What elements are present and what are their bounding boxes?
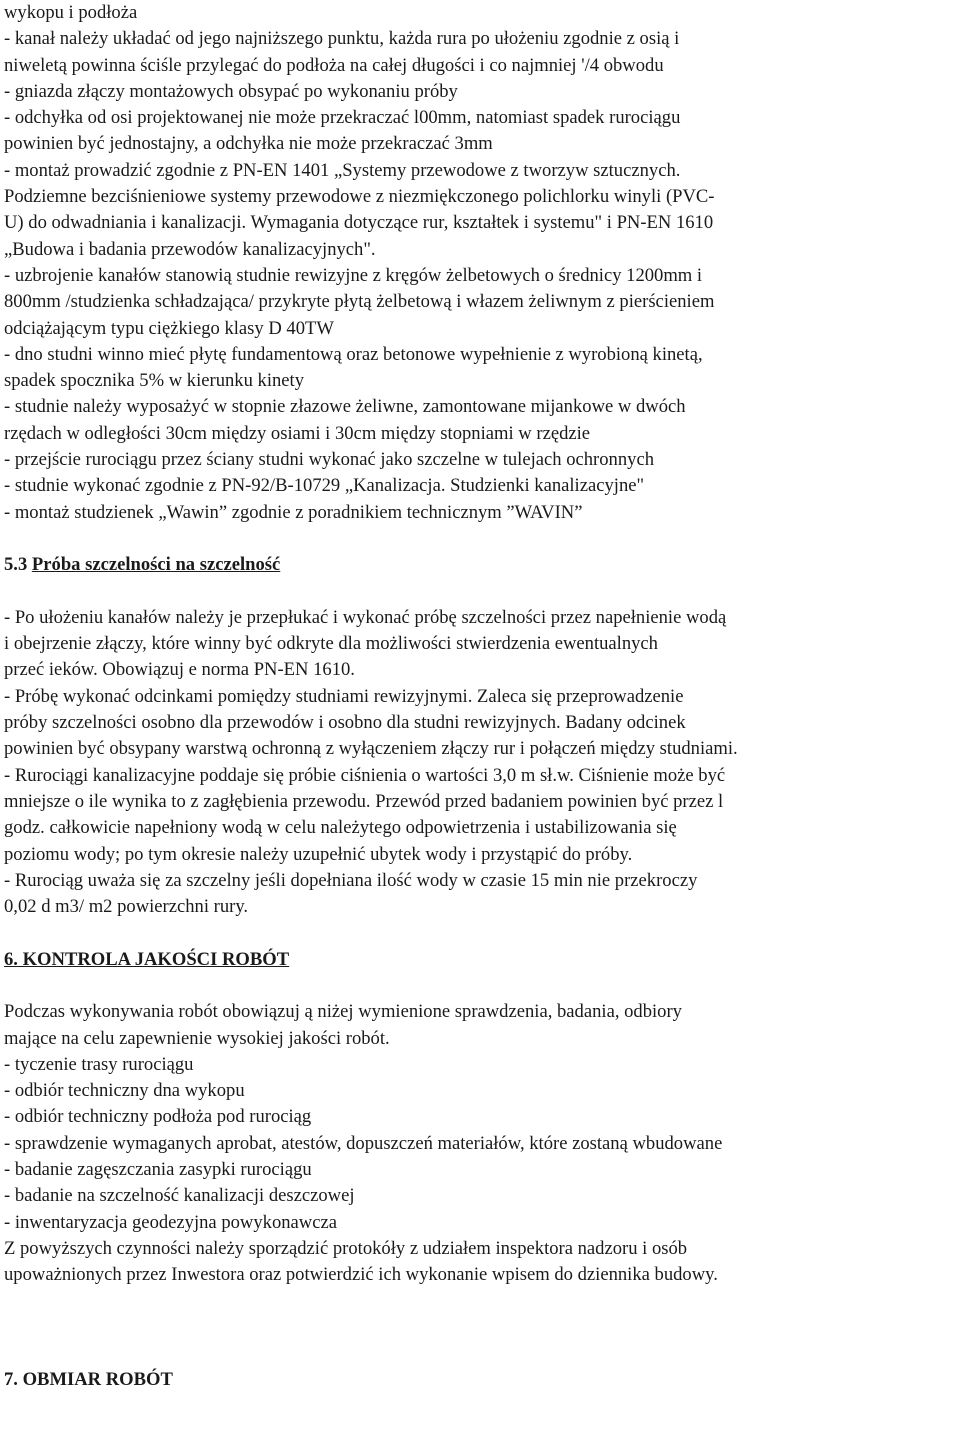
text-line: odciążającym typu ciężkiego klasy D 40TW	[4, 317, 334, 339]
section-title: Próba szczelności na szczelność	[31, 554, 281, 576]
spacer	[4, 526, 956, 552]
specification-text-block-2	[4, 605, 956, 921]
text-line: - Rurociągi kanalizacyjne poddaje się próbie ciśnienia o wartości 3,0 m sł.w. Ciśnienie może być	[4, 764, 726, 786]
specification-text-block-1	[4, 0, 956, 526]
spacer	[4, 1289, 956, 1342]
text-line: - badanie zagęszczania zasypki rurociągu	[4, 1159, 312, 1181]
spacer	[4, 973, 956, 999]
text-line: 800mm /studzienka schładzająca/ przykryte płytą żelbetową i włazem żeliwnym z pierścieniem	[4, 291, 715, 313]
text-line: Z powyższych czynności należy sporządzić protokóły z udziałem inspektora nadzoru i osób	[4, 1237, 688, 1259]
text-line: wykopu i podłoża	[4, 2, 138, 23]
text-line: poziomu wody; po tym okresie należy uzupełnić ubytek wody i przystąpić do próby.	[4, 843, 633, 865]
text-line: „Budowa i badania przewodów kanalizacyjnych".	[4, 238, 376, 260]
spacer	[4, 920, 956, 946]
text-line: - odchyłka od osi projektowanej nie może przekraczać l00mm, natomiast spadek rurociągu	[4, 107, 681, 129]
text-line: godz. całkowicie napełniony wodą w celu należytego odpowietrzenia i ustabilizowania się	[4, 817, 677, 839]
text-line: - inwentaryzacja geodezyjna powykonawcza	[4, 1211, 337, 1233]
text-line: - studnie należy wyposażyć w stopnie złazowe żeliwne, zamontowane mijankowe w dwóch	[4, 396, 686, 418]
text-line: - Rurociąg uważa się za szczelny jeśli dopełniana ilość wody w czasie 15 min nie przekroczy	[4, 869, 698, 891]
text-line: - gniazda złączy montażowych obsypać po wykonaniu próby	[4, 80, 458, 102]
text-line: spadek spocznika 5% w kierunku kinety	[4, 370, 305, 392]
section-title: 7. OBMIAR ROBÓT	[4, 1369, 173, 1391]
text-line: - tyczenie trasy rurociągu	[4, 1053, 194, 1075]
section-heading-6	[4, 947, 956, 973]
text-line: - odbiór techniczny dna wykopu	[4, 1080, 245, 1102]
text-line: powinien być obsypany warstwą ochronną z wyłączeniem złączy rur i połączeń między studniami.	[4, 738, 738, 760]
text-line: mające na celu zapewnienie wysokiej jakości robót.	[4, 1027, 390, 1049]
text-line: przeć ieków. Obowiązuj e norma PN-EN 1610.	[4, 659, 355, 681]
text-line: mniejsze o ile wynika to z zagłębienia przewodu. Przewód przed badaniem powinien być przez l	[4, 790, 724, 812]
section-heading-7	[4, 1367, 956, 1393]
text-line: U) do odwadniania i kanalizacji. Wymagania dotyczące rur, kształtek i systemu" i PN-EN 1610	[4, 212, 714, 234]
text-line: upoważnionych przez Inwestora oraz potwierdzić ich wykonanie wpisem do dziennika budowy.	[4, 1264, 718, 1286]
text-line: - montaż studzienek „Wawin” zgodnie z poradnikiem technicznym ”WAVIN”	[4, 501, 583, 523]
text-line: - studnie wykonać zgodnie z PN-92/B-10729 „Kanalizacja. Studzienki kanalizacyjne"	[4, 475, 645, 497]
section-number: 5.3	[4, 554, 28, 576]
text-line: Podziemne bezciśnieniowe systemy przewodowe z niezmiękczonego polichlorku winyli (PVC-	[4, 186, 715, 208]
text-line: - sprawdzenie wymaganych aprobat, atestów, dopuszczeń materiałów, które zostaną wbudowane	[4, 1132, 723, 1154]
document-page	[4, 0, 956, 1394]
text-line: - montaż prowadzić zgodnie z PN-EN 1401 „Systemy przewodowe z tworzyw sztucznych.	[4, 159, 681, 181]
specification-text-block-3	[4, 999, 956, 1288]
text-line: niweletą powinna ściśle przylegać do podłoża na całej długości i co najmniej '/4 obwodu	[4, 54, 664, 76]
text-line: - uzbrojenie kanałów stanowią studnie rewizyjne z kręgów żelbetowych o średnicy 1200mm i	[4, 264, 703, 286]
spacer	[4, 1341, 956, 1367]
text-line: - przejście rurociągu przez ściany studni wykonać jako szczelne w tulejach ochronnych	[4, 449, 654, 471]
text-line: próby szczelności osobno dla przewodów i osobno dla studni rewizyjnych. Badany odcinek	[4, 712, 686, 734]
text-line: - dno studni winno mieć płytę fundamentową oraz betonowe wypełnienie z wyrobioną kinetą,	[4, 343, 703, 365]
text-line: - Próbę wykonać odcinkami pomiędzy studniami rewizyjnymi. Zaleca się przeprowadzenie	[4, 685, 684, 707]
text-line: - Po ułożeniu kanałów należy je przepłukać i wykonać próbę szczelności przez napełnienie wodą	[4, 606, 727, 628]
text-line: Podczas wykonywania robót obowiązuj ą niżej wymienione sprawdzenia, badania, odbiory	[4, 1001, 682, 1023]
text-line: - odbiór techniczny podłoża pod rurociąg	[4, 1106, 312, 1128]
text-line: 0,02 d m3/ m2 powierzchni rury.	[4, 896, 249, 918]
text-line: - badanie na szczelność kanalizacji deszczowej	[4, 1185, 355, 1207]
section-title: 6. KONTROLA JAKOŚCI ROBÓT	[4, 948, 290, 970]
spacer	[4, 579, 956, 605]
text-line: powinien być jednostajny, a odchyłka nie może przekraczać 3mm	[4, 133, 493, 155]
section-heading-5-3	[4, 552, 956, 578]
text-line: - kanał należy układać od jego najniższego punktu, każda rura po ułożeniu zgodnie z osią i	[4, 28, 680, 50]
text-line: i obejrzenie złączy, które winny być odkryte dla możliwości stwierdzenia ewentualnych	[4, 633, 658, 655]
text-line: rzędach w odległości 30cm między osiami i 30cm między stopniami w rzędzie	[4, 422, 591, 444]
